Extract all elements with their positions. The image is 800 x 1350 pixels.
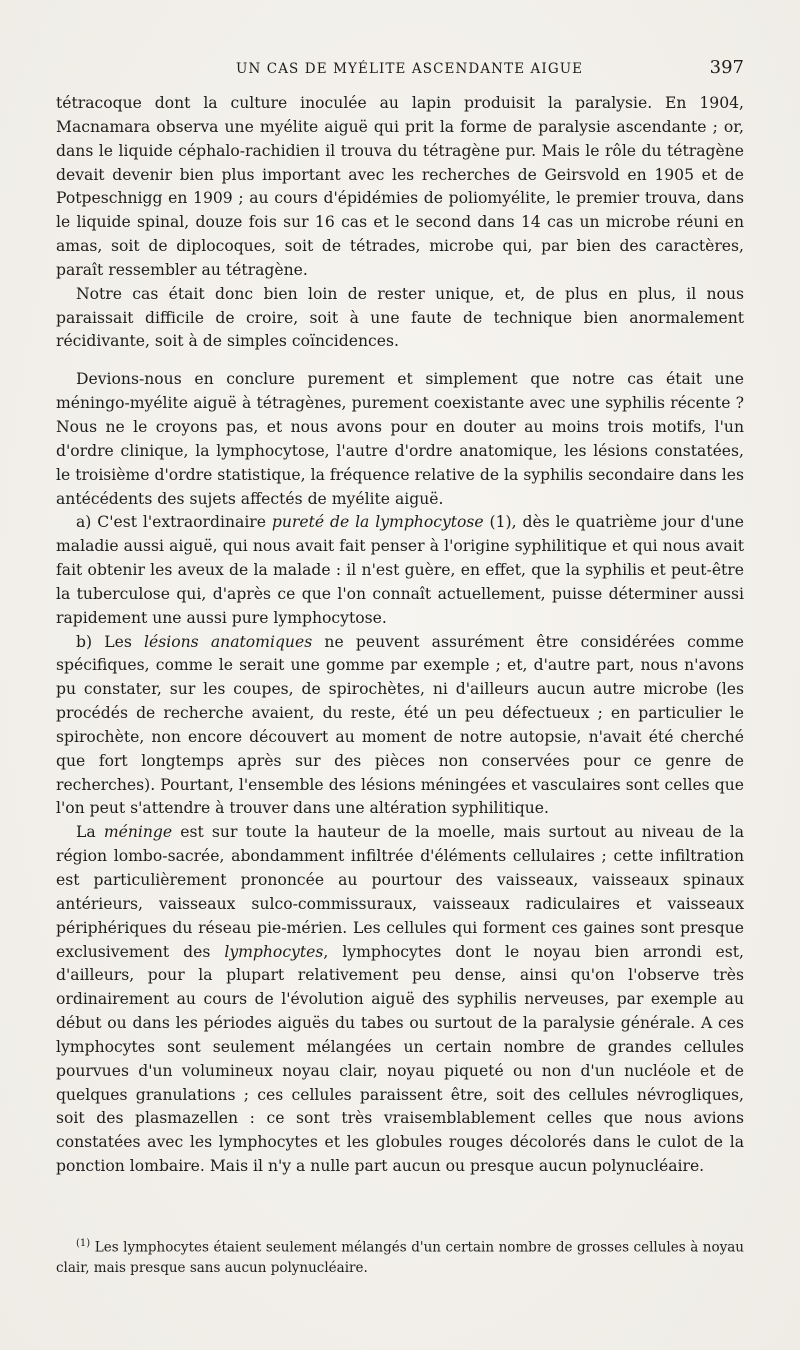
text-run: est sur toute la hauteur de la moelle, mais surtout au niveau de la région lombo-sacrée, abondamment infiltrée d'éléments cellulaires ; cette infiltration est particulièrement prononcée au pourtour des vaisseaux, vaisseaux spinaux antérieurs, vaisseaux sulco-commissuraux, vaisseaux radiculaires et vaisseaux périphériques du réseau pie-mérien. Les cellules qui forment ces gaines sont presque exclusivement des [56,823,744,961]
footnote-text: Les lymphocytes étaient seulement mélangés d'un certain nombre de grosses cellules à noyau clair, mais presque sans aucun polynucléaire. [56,1239,745,1276]
paragraph-1 [56,92,744,283]
text-run: (1), dès le quatrième jour d'une maladie aussi aiguë, qui nous avait fait penser à l'origine syphilitique et qui nous avait fait obtenir les aveux de la malade : il n'est guère, en effet, que la syphilis et peut-être la tuberculose qui, d'après ce que l'on connaît actuellement, puisse déterminer aussi rapidement une aussi pure lymphocytose. [56,513,745,627]
text-run: Notre cas était donc bien loin de rester unique, et, de plus en plus, il nous paraissait difficile de croire, soit à une faute de technique bien anormalement récidivante, soit à de simples coïncidences. [56,284,744,351]
page-header [56,57,744,81]
page-number: 397 [709,57,744,78]
paragraph-3 [56,368,744,511]
paragraph-6 [56,821,744,1179]
footnote-marker: (1) [76,1238,91,1249]
body-text [56,92,744,1179]
text-run: tétracoque dont la culture inoculée au lapin produisit la paralysie. En 1904, Macnamara observa une myélite aiguë qui prit la forme de paralysie ascendante ; or, dans le liquide céphalo-rachidien il trouva du tétragène pur. Mais le rôle du tétragène devait devenir bien plus important avec les recherches de Geirsvold en 1905 et de Potpeschnigg en 1909 ; au cours d'épidémies de poliomyélite, le premier trouva, dans le liquide spinal, douze fois sur 16 cas et le second dans 14 cas un microbe réuni en amas, soit de diplocoques, soit de tétrades, microbe qui, par bien des caractères, paraît ressembler au tétragène. [56,94,744,279]
text-run: a) C'est l'extraordinaire [76,513,272,532]
text-run: La [76,823,104,842]
italic-run: pureté de la lymphocytose [271,513,484,532]
text-run: ne peuvent assurément être considérées comme spécifiques, comme le serait une gomme par exemple ; et, d'autre part, nous n'avons pu constater, sur les coupes, de spirochètes, ni d'ailleurs aucun autre microbe (les procédés de recherche avaient, du reste, été un peu défectueux ; en particulier le spirochète, non encore découvert au moment de notre autopsie, n'avait été cherché que fort longtemps après sur des pièces non conservées pour ce genre de recherches). Pourtant, l'ensemble des lésions méningées et vasculaires sont celles que l'on peut s'attendre à trouver dans une altération syphilitique. [56,632,745,818]
text-run: , lymphocytes dont le noyau bien arrondi est, d'ailleurs, pour la plupart relativement peu dense, ainsi qu'on l'observe très ordinairement au cours de l'évolution aiguë des syphilis nerveuses, par exemple au début ou dans les périodes aiguës du tabes ou surtout de la paralysie générale. A ces lymphocytes sont seulement mélangées un certain nombre de grandes cellules pourvues d'un volumineux noyau clair, noyau piqueté ou non d'un nucléole et de quelques granulations ; ces cellules paraissent être, soit des cellules névrogliques, soit des plasmazellen : ce sont très vraisemblablement celles que nous avions constatées avec les lymphocytes et les globules rouges décolorés dans le culot de la ponction lombaire. Mais il n'y a nulle part aucun ou presque aucun polynucléaire. [56,942,745,1176]
paragraph-4 [56,511,744,630]
paragraph-5 [56,631,744,822]
italic-run: lésions anatomiques [144,632,313,651]
footnote [56,1234,744,1278]
italic-run: lymphocytes [224,942,324,961]
text-run: b) Les [76,632,145,651]
text-run: Devions-nous en conclure purement et simplement que notre cas était une méningo-myélite aiguë à tétragènes, purement coexistante avec une syphilis récente ? Nous ne le croyons pas, et nous avons pour en douter au moins trois motifs, l'un d'ordre clinique, la lymphocytose, l'autre d'ordre anatomique, les lésions constatées, le troisième d'ordre statistique, la fréquence relative de la syphilis secondaire dans les antécédents des sujets affectés de myélite aiguë. [56,370,744,508]
italic-run: méninge [103,823,173,842]
running-title: UN CAS DE MYÉLITE ASCENDANTE AIGUE [236,61,584,77]
paragraph-2 [56,283,744,355]
